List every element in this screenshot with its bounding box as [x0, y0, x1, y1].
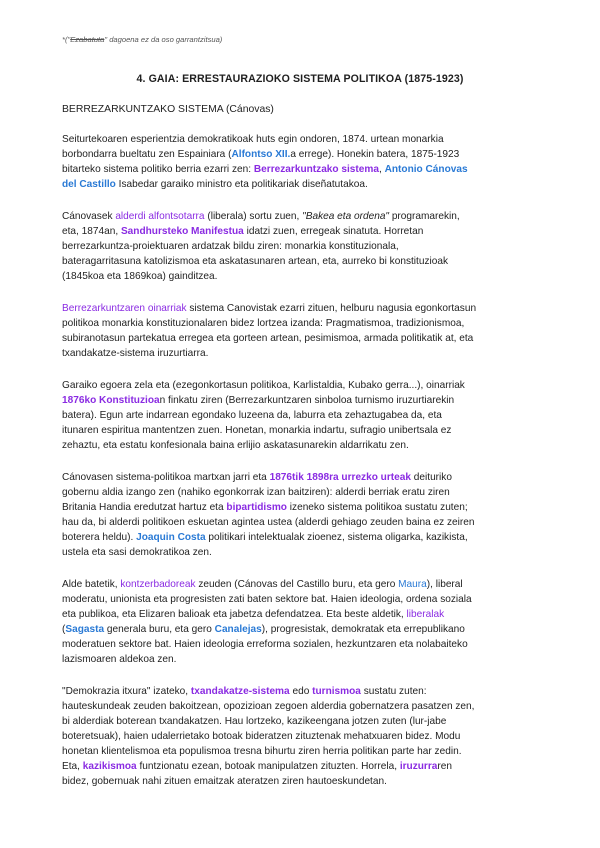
text-line	[62, 346, 552, 361]
text-run: subiranotasun partekatua erregea eta gorteen artean, pesimismoa, armada politikatik at, eta	[62, 333, 474, 344]
text-run: lazismoaren aldekoa zen.	[62, 654, 177, 665]
text-run: ), progresistak, demokratak eta errepublikano	[261, 624, 465, 635]
text-run: Cánovasek	[62, 211, 116, 222]
text-run: politikari intelektualak zioenez, sistema oligarka, kazikista,	[205, 532, 468, 543]
text-line	[62, 607, 552, 622]
text-run: hau da, bi alderdi politikoen eskuetan agintea ustea (alderdi gehiago zeuden baina ez zeiren	[62, 517, 475, 528]
paragraph	[62, 577, 552, 667]
highlighted-term: Antonio Cánovas	[384, 164, 468, 175]
text-run: generala buru, eta gero	[104, 624, 215, 635]
text-run: berrezarkuntza-proiektuaren ardatzak bildu ziren: monarkia konstituzionala,	[62, 241, 399, 252]
highlighted-term: txandakatze-sistema	[190, 686, 290, 697]
text-line	[62, 224, 552, 239]
paragraph	[62, 378, 552, 453]
text-line	[62, 239, 552, 254]
highlighted-term: Joaquin Costa	[136, 532, 206, 543]
section-subheading: BERREZARKUNTZAKO SISTEMA (Cánovas)	[62, 104, 274, 115]
highlighted-term: Alfontso XII.	[231, 149, 291, 160]
text-line	[62, 592, 552, 607]
text-line	[62, 393, 552, 408]
text-run: ), liberal	[426, 579, 463, 590]
text-line	[62, 269, 552, 284]
text-line	[62, 500, 552, 515]
text-run: Alde batetik,	[62, 579, 121, 590]
note-strikethrough-word: Ezabatuta	[70, 35, 105, 44]
text-line	[62, 577, 552, 592]
highlighted-term: "Bakea eta ordena"	[302, 211, 390, 222]
text-run: idatzi zuen, erregeak sinatuta. Horretan	[243, 226, 424, 237]
text-run: izeneko sistema politikoa sustatu zuten;	[286, 502, 468, 513]
paragraph	[62, 301, 552, 361]
text-run: txandakatze-sistema iruzurtiarra.	[62, 348, 209, 359]
text-run: ren	[437, 761, 452, 772]
document-title: 4. GAIA: ERRESTAURAZIOKO SISTEMA POLITIKOA (1875-1923)	[136, 73, 464, 85]
text-run: hauteskundeak zeuden bakoitzean, opozizioan zegoen alderdia gobernatzera pasatzen zen,	[62, 701, 475, 712]
highlighted-term: del Castillo	[62, 179, 116, 190]
paragraph	[62, 470, 552, 560]
text-line	[62, 470, 552, 485]
text-run: borbondarra bueltatu zen Espainiara (	[62, 149, 232, 160]
highlighted-term: alderdi alfontsotarra	[115, 211, 205, 222]
highlighted-term: kontzerbadoreak	[120, 579, 196, 590]
text-run: Cánovasen sistema-politikoa martxan jarri eta	[62, 472, 270, 483]
text-run: Britania Handia eredutzat hartuz eta	[62, 502, 227, 513]
highlighted-term: liberalak	[406, 609, 445, 620]
text-line	[62, 301, 552, 316]
text-line	[62, 684, 552, 699]
highlighted-term: Berrezarkuntzako sistema	[253, 164, 379, 175]
text-line	[62, 622, 552, 637]
text-run: bateragarritasuna katolizismoa eta askatasunaren artean, eta, aurreko bi konstituzioak	[62, 256, 449, 267]
highlighted-term: bipartidismo	[226, 502, 287, 513]
text-run: ustela eta sasi demokratikoa zen.	[62, 547, 212, 558]
text-line	[62, 331, 552, 346]
text-line	[62, 378, 552, 393]
text-run: zeuden (Cánovas del Castillo buru, eta gero	[195, 579, 399, 590]
paragraph	[62, 209, 552, 284]
text-line	[62, 408, 552, 423]
text-line	[62, 316, 552, 331]
text-run: funtzionatu ezean, botoak manipulatzen zituzten. Horrela,	[136, 761, 400, 772]
highlighted-term: turnismoa	[312, 686, 361, 697]
text-line	[62, 515, 552, 530]
text-line	[62, 132, 552, 147]
text-line	[62, 530, 552, 545]
text-run: a errege). Honekin batera, 1875-1923	[290, 149, 460, 160]
text-line	[62, 147, 552, 162]
text-run: moderatu, unionista eta progresisten zati baten sektore bat. Haien ideologia, ordena soziala	[62, 594, 472, 605]
text-run: (1845koa eta 1869koa) gainditzea.	[62, 271, 218, 282]
highlighted-term: Berrezarkuntzaren oinarriak	[62, 303, 187, 314]
highlighted-term: 1876tik 1898ra urrezko urteak	[269, 472, 411, 483]
text-line	[62, 744, 552, 759]
text-run: gobernu aldia izango zen (nahiko egonkorrak izan baitziren): alderdi berriak eratu ziren	[62, 487, 450, 498]
text-line	[62, 177, 552, 192]
text-line	[62, 637, 552, 652]
note-rest: " dagoena ez da oso garrantzitsua)	[104, 35, 223, 44]
text-run: sustatu zuten:	[360, 686, 427, 697]
text-run: moderatuen sektore bat. Haien ideologia erreforma sozialen, hezkuntzaren eta nolabaiteko	[62, 639, 468, 650]
text-run: eta, 1874an,	[62, 226, 121, 237]
text-run: sistema Canovistak ezarri zituen, helburu nagusia egonkortasun	[186, 303, 477, 314]
highlighted-term: Maura	[398, 579, 427, 590]
text-run: Eta,	[62, 761, 83, 772]
text-run: "Demokrazia itxura" izateko,	[62, 686, 191, 697]
text-line	[62, 699, 552, 714]
text-run: Seiturtekoaren esperientzia demokratikoak huts egin ondoren, 1874. urtean monarkia	[62, 134, 444, 145]
text-run: ,	[378, 164, 385, 175]
text-line	[62, 714, 552, 729]
highlighted-term: kazikismoa	[82, 761, 137, 772]
text-line	[62, 652, 552, 667]
text-run: boteretsuak), haien udalerrietako botoak bideratzen zituztenak mehatxuaren bidez. Modu	[62, 731, 461, 742]
text-line	[62, 438, 552, 453]
text-line	[62, 729, 552, 744]
text-run: bitarteko sistema politiko berria ezarri zen:	[62, 164, 254, 175]
highlighted-term: iruzurra	[399, 761, 438, 772]
text-run: n finkatu ziren (Berrezarkuntzaren sinboloa turnismo iruzurtiarekin	[159, 395, 455, 406]
text-run: honetan klientelismoa eta populismoa tresna bihurtu ziren herria politikan parte har zedin.	[62, 746, 462, 757]
text-run: (liberala) sortu zuen,	[204, 211, 303, 222]
highlighted-term: Sagasta	[65, 624, 105, 635]
text-line	[62, 759, 552, 774]
text-run: edo	[289, 686, 313, 697]
document-body	[62, 132, 552, 806]
text-run: Isabedar garaiko ministro eta politikariak diseñatutakoa.	[115, 179, 368, 190]
text-run: bi alderdiak boterean txandakatzen. Hau lortzeko, kazikeengana jotzen zuten (lur-jabe	[62, 716, 447, 727]
header-note	[62, 35, 222, 44]
text-line	[62, 209, 552, 224]
text-line	[62, 545, 552, 560]
paragraph	[62, 684, 552, 789]
highlighted-term: Sandhursteko Manifestua	[120, 226, 244, 237]
text-line	[62, 162, 552, 177]
text-line	[62, 774, 552, 789]
text-run: itunaren espiritua mantentzen zuen. Honetan, monarkia indartu, sufragio unibertsala ez	[62, 425, 452, 436]
text-run: bidez, gobernuak nahi zituen emaitzak ateratzen ziren hautoeskundetan.	[62, 776, 387, 787]
note-open: *("	[62, 35, 71, 44]
highlighted-term: Canalejas	[214, 624, 262, 635]
text-line	[62, 423, 552, 438]
text-run: (	[62, 624, 66, 635]
text-run: deituriko	[410, 472, 452, 483]
text-run: batera). Egun arte indarrean egondako luzeena da, laburra eta zehaztugabea da, eta	[62, 410, 442, 421]
text-line	[62, 485, 552, 500]
highlighted-term: 1876ko Konstituzioa	[62, 395, 160, 406]
text-run: programarekin,	[389, 211, 460, 222]
paragraph	[62, 132, 552, 192]
text-run: Garaiko egoera zela eta (ezegonkortasun politikoa, Karlistaldia, Kubako gerra...), oinarriak	[62, 380, 465, 391]
text-run: eta publikoa, eta Elizaren balioak eta jabetza defendatzea. Eta beste aldetik,	[62, 609, 407, 620]
text-run: boterera heldu).	[62, 532, 137, 543]
text-run: zehaztu, eta estatu konfesionala baina erlijio askatasunarekin aldarrikatu zen.	[62, 440, 409, 451]
text-run: politikoa monarkia konstituzionalaren bidez lortzea izanda: Pragmatismoa, tradizionismoa,	[62, 318, 465, 329]
text-line	[62, 254, 552, 269]
